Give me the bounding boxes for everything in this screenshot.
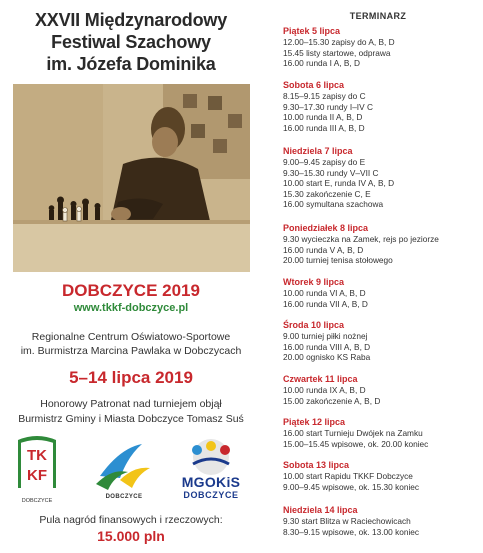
event-line: 15.45 listy startowe, odprawa xyxy=(283,47,391,58)
event-line: 16.00 runda VIII A, B, D xyxy=(283,341,371,352)
festival-title-line-1: XXVII Międzynarodowy xyxy=(34,10,228,30)
sponsor-logos xyxy=(0,432,262,510)
day-name: Sobota 13 lipca xyxy=(283,460,350,470)
day-block-mon-8 xyxy=(283,223,483,266)
event-line: 10.00 start Rapidu TKKF Dobczyce xyxy=(283,471,413,481)
event-line: 16.00 runda I A, B, D xyxy=(283,58,361,68)
day-block-sun-7 xyxy=(283,146,483,210)
schedule-column xyxy=(283,0,483,553)
event-line: 16.00 runda III A, B, D xyxy=(283,122,365,133)
schedule-title: TERMINARZ xyxy=(349,11,407,21)
day-block-wed-10 xyxy=(283,320,483,363)
event-line: 20.00 turniej tenisa stołowego xyxy=(283,255,393,265)
mgokis-caption: DOBCZYCE xyxy=(183,490,239,500)
tkkf-logo xyxy=(14,434,60,506)
day-name: Piątek 5 lipca xyxy=(283,26,341,36)
event-line: 20.00 ognisko KS Raba xyxy=(283,352,371,362)
event-line: 16.00 symultana szachowa xyxy=(283,199,384,209)
event-line: 10.00 runda IX A, B, D xyxy=(283,385,366,395)
day-name: Poniedziałek 8 lipca xyxy=(283,223,369,233)
day-name: Piątek 12 lipca xyxy=(283,417,346,427)
prize-pool-label: Pula nagród finansowych i rzeczowych: xyxy=(39,514,223,526)
svg-text:TK: TK xyxy=(27,447,47,464)
day-name: Niedziela 14 lipca xyxy=(283,505,358,515)
mgokis-logo xyxy=(167,438,255,506)
festival-title-line-3: im. Józefa Dominika xyxy=(46,54,216,74)
event-line: 9.30–15.30 rundy V–VII C xyxy=(283,167,379,178)
day-block-sat-13 xyxy=(283,460,483,492)
event-line: 9.30–17.30 rundy I–IV C xyxy=(283,101,373,112)
patron-line-2: Burmistrz Gminy i Miasta Dobczyce Tomasz Suś xyxy=(18,413,244,425)
day-name: Wtorek 9 lipca xyxy=(283,277,345,287)
event-line: 16.00 runda VII A, B, D xyxy=(283,298,368,309)
event-line: 12.00–15.30 zapisy do A, B, D xyxy=(283,37,395,47)
prize-pool-value: 15.000 pln xyxy=(97,528,165,544)
day-block-thu-11 xyxy=(283,374,483,406)
day-name: Czwartek 11 lipca xyxy=(283,374,358,384)
event-line: 9.30 start Blitza w Raciechowicach xyxy=(283,516,411,526)
chess-player-photo xyxy=(13,84,250,272)
day-block-sat-6 xyxy=(283,80,483,133)
event-line: 15.00 zakończenie A, B, D xyxy=(283,395,381,406)
event-line: 16.00 start Turnieju Dwójek na Zamku xyxy=(283,428,423,438)
event-line: 16.00 runda V A, B, D xyxy=(283,244,364,255)
svg-text:DOBCZYCE: DOBCZYCE xyxy=(21,498,53,504)
patron-line-1: Honorowy Patronat nad turniejem objął xyxy=(40,398,222,410)
event-line: 15.30 zakończenie C, E xyxy=(283,188,371,199)
day-name: Niedziela 7 lipca xyxy=(283,146,353,156)
event-line: 9.00–9.45 wpisowe, ok. 15.30 koniec xyxy=(283,481,420,492)
event-line: 10.00 runda VI A, B, D xyxy=(283,288,366,298)
festival-title-line-2: Festiwal Szachowy xyxy=(51,32,211,52)
day-name: Sobota 6 lipca xyxy=(283,80,345,90)
event-line: 9.00 turniej piłki nożnej xyxy=(283,331,368,341)
event-line: 10.00 start E, runda IV A, B, D xyxy=(283,178,395,188)
dobczyce-logo xyxy=(90,438,158,506)
institution-line-2: im. Burmistrza Marcina Pawlaka w Dobczycach xyxy=(20,345,242,357)
event-line: 8.30–9.15 wpisowe, ok. 13.00 koniec xyxy=(283,526,420,537)
mgokis-name: MGOKiS xyxy=(181,474,241,490)
event-line: 15.00–15.45 wpisowe, ok. 20.00 koniec xyxy=(283,438,429,449)
day-name: Środa 10 lipca xyxy=(283,320,345,330)
festival-dates: 5–14 lipca 2019 xyxy=(69,368,193,387)
website-url[interactable]: www.tkkf-dobczyce.pl xyxy=(73,302,189,314)
event-line: 9.00–9.45 zapisy do E xyxy=(283,157,366,167)
day-block-fri-5 xyxy=(283,26,483,69)
event-line: 10.00 runda II A, B, D xyxy=(283,112,363,122)
day-block-fri-12 xyxy=(283,417,483,449)
day-block-sun-14 xyxy=(283,505,483,537)
event-line: 9.30 wycieczka na Zamek, rejs po jeziorze xyxy=(283,234,439,244)
event-line: 8.15–9.15 zapisy do C xyxy=(283,91,366,101)
svg-text:KF: KF xyxy=(27,467,47,484)
day-block-tue-9 xyxy=(283,277,483,309)
dobczyce-logo-caption: DOBCZYCE xyxy=(105,494,143,500)
city-year: DOBCZYCE 2019 xyxy=(62,281,200,300)
institution-line-1: Regionalne Centrum Oświatowo-Sportowe xyxy=(31,331,231,343)
